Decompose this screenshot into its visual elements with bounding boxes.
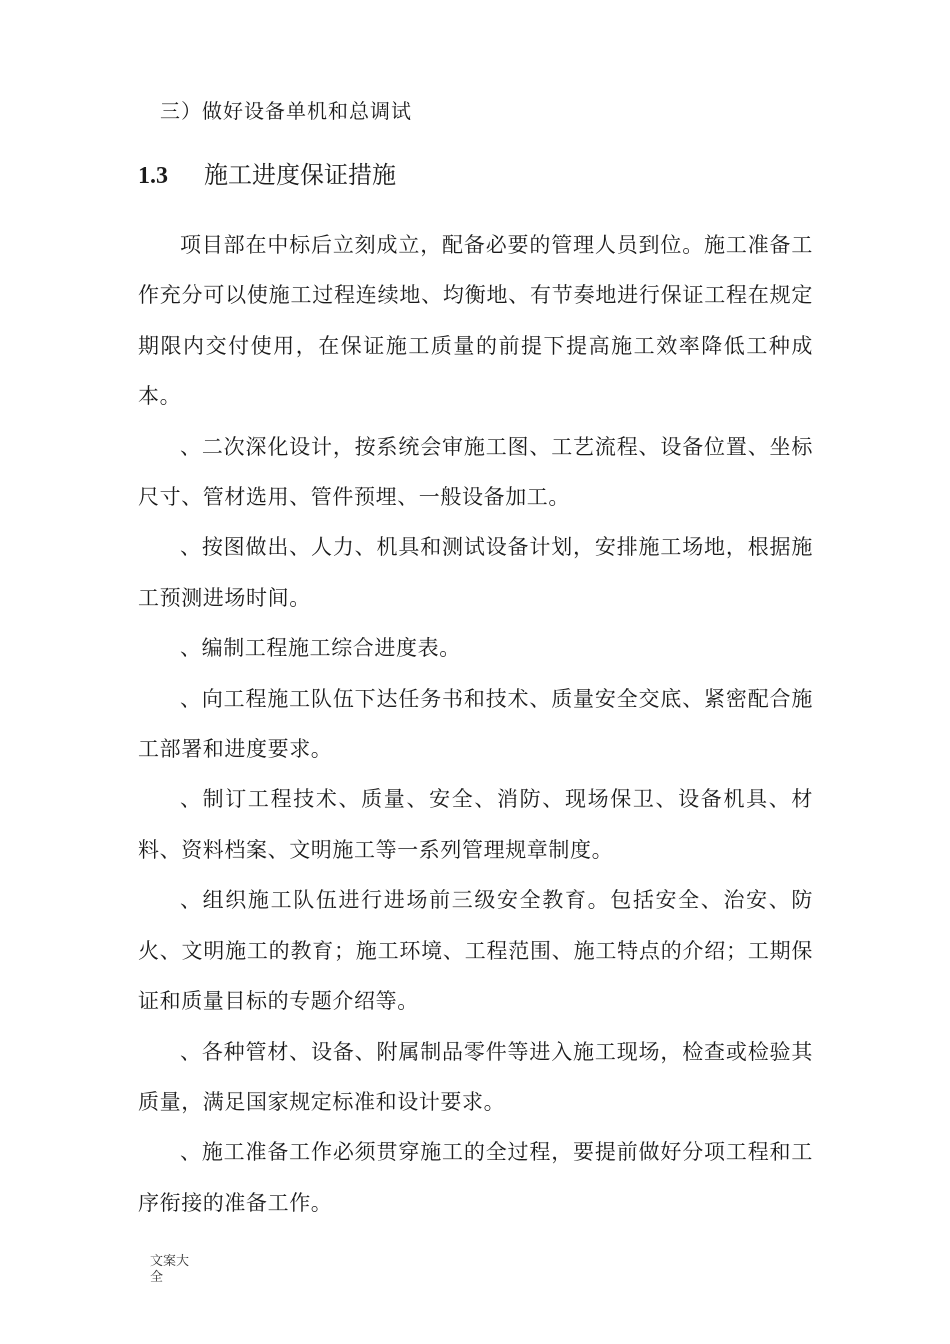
paragraph-item: 、组织施工队伍进行进场前三级安全教育。包括安全、治安、防火、文明施工的教育；施工环境、工程范围、施工特点的介绍；工期保证和质量目标的专题介绍等。 [138,888,813,1014]
paragraph-item: 、制订工程技术、质量、安全、消防、现场保卫、设备机具、材料、资料档案、文明施工等一系列管理规章制度。 [138,787,813,862]
section-heading [138,157,396,194]
subheading: 三）做好设备单机和总调试 [160,99,412,123]
paragraph-item: 、施工准备工作必须贯穿施工的全过程，要提前做好分项工程和工序衔接的准备工作。 [138,1140,813,1215]
page-footer: 文案大全 [150,1254,190,1285]
paragraph-item: 、向工程施工队伍下达任务书和技术、质量安全交底、紧密配合施工部署和进度要求。 [138,686,813,762]
section-number: 1.3 [138,163,168,189]
paragraph-item: 、编制工程施工综合进度表。 [180,636,461,661]
section-title: 施工进度保证措施 [204,161,396,189]
paragraph-item: 、按图做出、人力、机具和测试设备计划，安排施工场地，根据施工预测进场时间。 [138,535,813,610]
body-text [138,220,813,1228]
paragraph-item: 、各种管材、设备、附属制品零件等进入施工现场，检查或检验其质量，满足国家规定标准和设计要求。 [138,1039,813,1114]
paragraph-intro: 项目部在中标后立刻成立，配备必要的管理人员到位。施工准备工作充分可以使施工过程连续地、均衡地、有节奏地进行保证工程在规定期限内交付使用，在保证施工质量的前提下提高施工效率降低工种成本。 [138,233,813,409]
paragraph-item: 、二次深化设计，按系统会审施工图、工艺流程、设备位置、坐标尺寸、管材选用、管件预埋、一般设备加工。 [138,434,813,510]
